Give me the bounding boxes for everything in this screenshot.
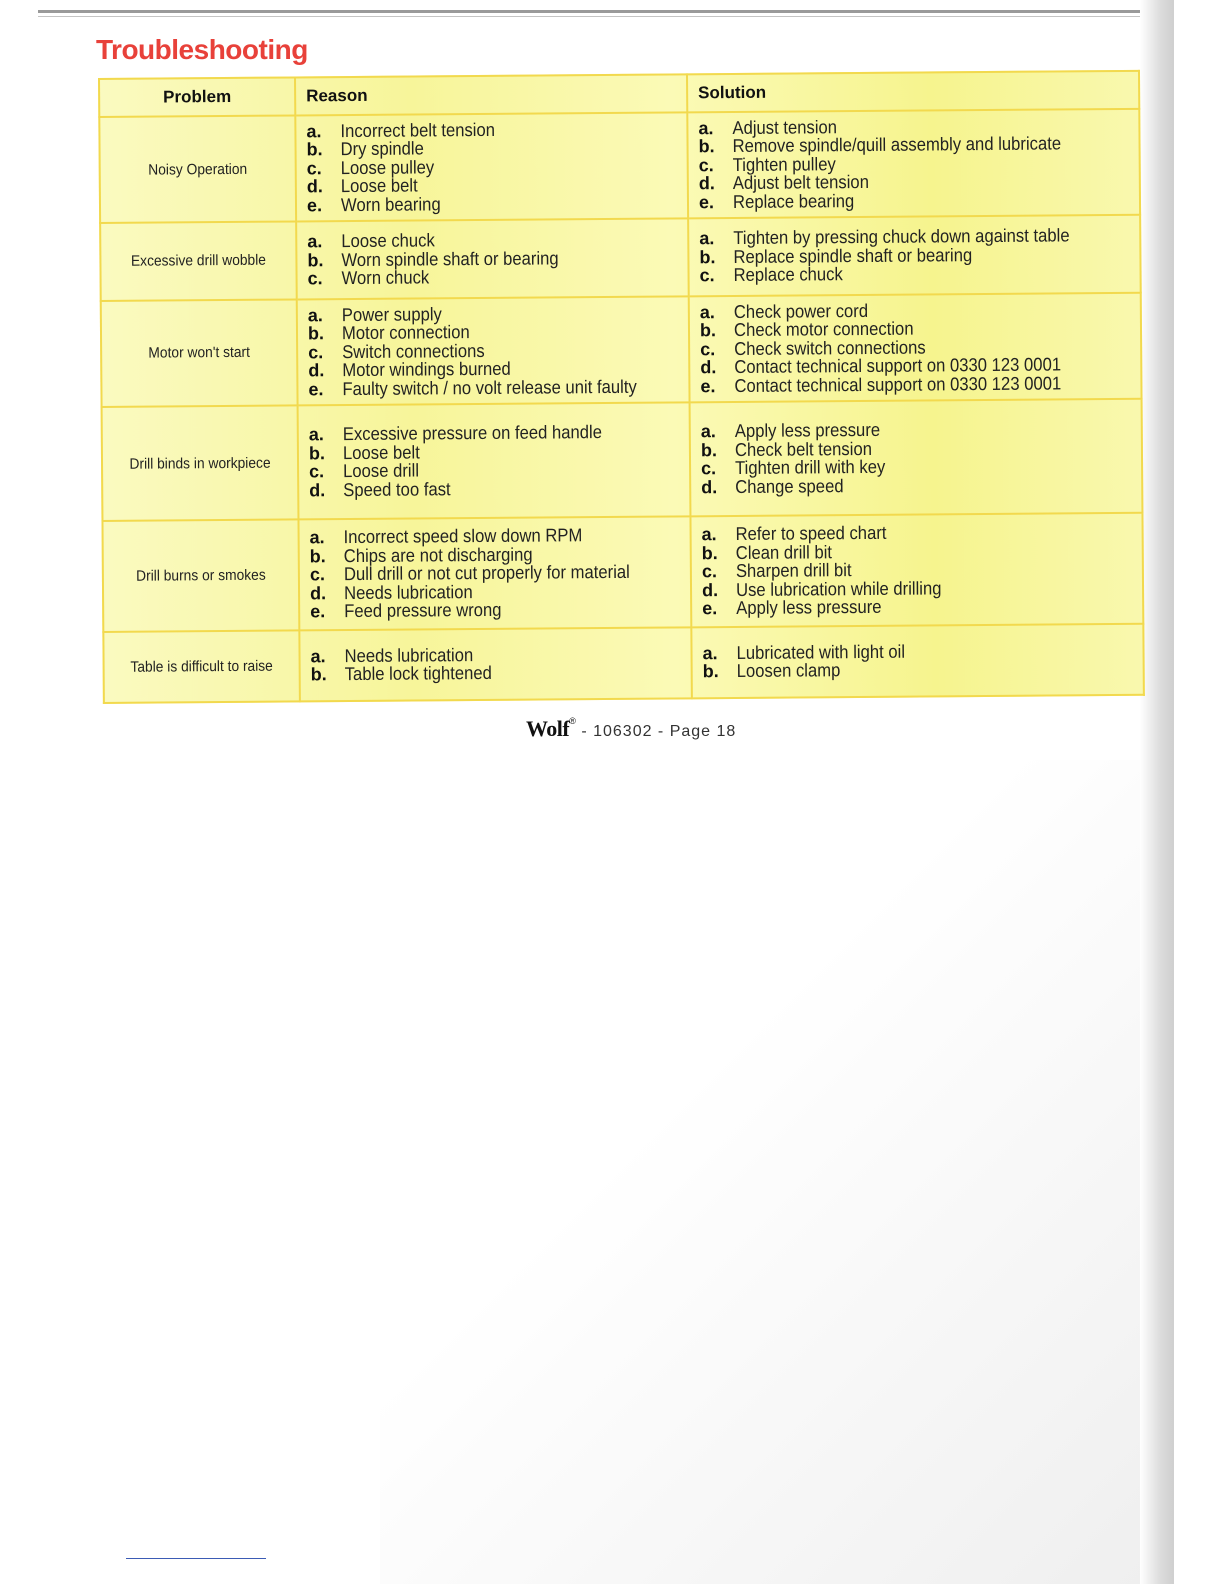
column-header-problem: Problem (99, 77, 295, 117)
reason-item-text: Loose belt (340, 174, 418, 197)
solution-item-letter: a. (700, 421, 716, 442)
reason-item-text: Speed too fast (343, 477, 451, 500)
solution-item-text: Sharpen drill bit (735, 559, 852, 582)
reason-cell (299, 627, 692, 702)
solution-item-text: Apply less pressure (734, 418, 881, 442)
reason-item-letter: c. (307, 268, 323, 289)
reason-list (307, 230, 677, 288)
table-row (99, 109, 1140, 223)
reason-item-text: Incorrect speed slow down RPM (343, 524, 583, 548)
reason-item (308, 267, 678, 288)
solution-item-letter: b. (701, 542, 718, 563)
reason-item-letter: e. (310, 601, 326, 622)
reason-list (309, 423, 680, 500)
solution-item-text: Replace bearing (732, 189, 855, 212)
solution-item-letter: a. (698, 117, 714, 139)
solution-list (698, 116, 1129, 212)
solution-item-letter: e. (702, 598, 718, 619)
reason-item-letter: a. (309, 527, 325, 548)
solution-item (703, 659, 1133, 681)
solution-item-letter: e. (700, 375, 716, 396)
reason-list (306, 119, 677, 214)
problem-cell: Drill binds in workpiece (109, 405, 290, 521)
problem-cell: Table is difficult to raise (111, 630, 292, 703)
solution-item-text: Tighten by pressing chuck down against table (733, 224, 1070, 249)
reason-cell (297, 296, 690, 405)
solution-item-text: Refer to speed chart (735, 521, 887, 545)
reason-item-letter: a. (307, 304, 323, 325)
solution-item-text: Check belt tension (734, 437, 872, 460)
reason-item-text: Loose chuck (341, 229, 435, 252)
reason-item-letter: c. (309, 564, 325, 585)
reason-item-text: Faulty switch / no volt release unit faulty (342, 375, 637, 399)
reason-item-letter: b. (307, 249, 324, 271)
solution-item-text: Lubricated with light oil (736, 640, 906, 663)
reason-item-letter: b. (307, 323, 325, 344)
reason-cell (296, 219, 689, 300)
reason-item-letter: a. (307, 231, 323, 252)
solution-item-text: Contact technical support on 0330 123 0001 (734, 372, 1062, 396)
reason-item-letter: d. (309, 582, 327, 603)
reason-item (310, 600, 680, 621)
page-gutter-shadow (1140, 0, 1174, 1584)
scan-edge-line-secondary (38, 16, 1148, 17)
reason-item-letter: e. (308, 378, 324, 399)
solution-item-text: Replace chuck (733, 263, 843, 286)
footnote-rule (126, 1558, 266, 1559)
reason-item-letter: d. (309, 479, 326, 500)
solution-list (701, 419, 1132, 496)
solution-item-letter: b. (699, 246, 716, 267)
solution-list (702, 641, 1132, 681)
scan-edge-line (38, 10, 1148, 13)
solution-item-text: Check motor connection (733, 317, 914, 341)
reason-item-text: Switch connections (342, 339, 485, 362)
solution-list (699, 226, 1129, 285)
reason-list (310, 644, 680, 684)
reason-item-text: Loose belt (342, 441, 420, 463)
solution-item-letter: d. (701, 579, 719, 600)
reason-item-text: Loose drill (343, 459, 420, 482)
reason-item-letter: c. (308, 341, 324, 362)
solution-item-letter: d. (698, 173, 715, 194)
reason-item-text: Dull drill or not cut properly for material (343, 560, 630, 585)
solution-item-text: Apply less pressure (736, 595, 882, 619)
solution-item-letter: d. (700, 357, 717, 378)
problem-cell: Motor won't start (109, 299, 290, 407)
solution-list (700, 299, 1131, 395)
problem-cell: Noisy Operation (107, 116, 288, 224)
reason-item-letter: e. (306, 195, 323, 216)
solution-item (701, 474, 1131, 496)
solution-item-letter: a. (699, 228, 715, 249)
solution-item-text: Use lubrication while drilling (735, 577, 942, 600)
reason-item-letter: a. (306, 121, 322, 142)
solution-item-letter: e. (698, 191, 715, 213)
table-row (101, 293, 1142, 407)
solution-item-text: Loosen clamp (736, 659, 841, 682)
solution-cell (688, 215, 1141, 296)
reason-item-text: Needs lubrication (343, 580, 473, 603)
reason-item-text: Excessive pressure on feed handle (342, 421, 603, 445)
reason-item-text: Loose pulley (340, 156, 435, 178)
registered-mark: ® (569, 716, 576, 726)
solution-item (699, 263, 1129, 285)
solution-cell (689, 293, 1142, 403)
solution-item-letter: c. (701, 561, 717, 582)
reason-item-text: Incorrect belt tension (340, 118, 496, 141)
page-title: Troubleshooting (96, 34, 308, 65)
reason-item-text: Power supply (341, 302, 442, 325)
reason-item-text: Feed pressure wrong (344, 598, 502, 622)
solution-cell (690, 399, 1143, 517)
solution-item-text: Adjust belt tension (732, 171, 869, 194)
reason-item-letter: b. (308, 442, 326, 463)
solution-cell (687, 109, 1140, 219)
table-row (102, 513, 1143, 631)
reason-item-text: Worn spindle shaft or bearing (341, 247, 559, 270)
solution-item-letter: d. (701, 476, 718, 497)
table-body (99, 109, 1144, 703)
solution-item-text: Tighten drill with key (734, 455, 886, 479)
problem-cell: Drill burns or smokes (110, 520, 291, 632)
solution-item-letter: c. (698, 154, 714, 176)
page-footer (526, 716, 736, 742)
solution-cell (690, 513, 1143, 627)
reason-item-letter: d. (308, 360, 325, 381)
reason-item-text: Worn chuck (341, 266, 430, 289)
solution-item-text: Change speed (735, 474, 844, 497)
solution-item (702, 596, 1132, 618)
column-header-solution: Solution (687, 71, 1139, 113)
solution-item (700, 373, 1130, 395)
table-row (103, 623, 1144, 703)
solution-item-letter: a. (702, 642, 718, 664)
reason-item-letter: a. (308, 424, 324, 445)
solution-item-text: Check power cord (733, 299, 869, 322)
solution-item-text: Replace spindle shaft or bearing (733, 243, 973, 267)
reason-item-text: Motor windings burned (342, 357, 511, 381)
reason-item-letter: b. (306, 139, 323, 160)
solution-item-text: Contact technical support on 0330 123 0001 (734, 353, 1062, 378)
page-number-text: - 106302 - Page 18 (575, 723, 737, 740)
brand-logo: Wolf (526, 716, 570, 741)
reason-cell (298, 517, 691, 630)
reason-cell (295, 112, 688, 221)
solution-item-letter: c. (699, 265, 715, 286)
solution-item (699, 190, 1129, 212)
solution-item-text: Clean drill bit (735, 540, 833, 563)
solution-item-letter: b. (698, 136, 715, 157)
reason-item-text: Table lock tightened (344, 662, 492, 685)
reason-item-letter: d. (306, 176, 323, 197)
reason-item-letter: c. (306, 158, 322, 179)
solution-item-letter: a. (701, 524, 717, 545)
solution-item-text: Check switch connections (734, 336, 926, 359)
solution-item-letter: c. (700, 338, 716, 359)
reason-item-letter: b. (309, 545, 326, 566)
reason-list (308, 303, 679, 398)
reason-item (307, 193, 677, 214)
reason-cell (298, 402, 691, 519)
solution-cell (691, 623, 1144, 698)
troubleshooting-table (98, 70, 1145, 704)
reason-item-text: Motor connection (341, 321, 470, 344)
scan-shadow (380, 760, 1140, 1584)
reason-item (308, 377, 678, 398)
reason-item-letter: b. (310, 664, 327, 685)
reason-item-text: Chips are not discharging (343, 543, 533, 566)
reason-item (309, 478, 679, 499)
page-margin (1174, 0, 1224, 1584)
reason-item-text: Worn bearing (340, 193, 441, 215)
solution-item-letter: a. (699, 301, 715, 322)
reason-item-text: Needs lubrication (344, 643, 474, 666)
reason-item-letter: c. (309, 461, 325, 482)
troubleshooting-table-wrapper (98, 70, 1143, 704)
solution-item-text: Remove spindle/quill assembly and lubricate (732, 132, 1062, 157)
solution-item-letter: c. (701, 458, 717, 479)
reason-item-letter: a. (310, 645, 326, 667)
reason-item (311, 663, 681, 684)
reason-list (310, 526, 681, 621)
problem-cell: Excessive drill wobble (108, 222, 289, 301)
reason-item-text: Dry spindle (340, 137, 424, 160)
solution-item-letter: b. (702, 661, 719, 682)
column-header-reason: Reason (295, 74, 687, 115)
solution-item-text: Tighten pulley (732, 153, 836, 175)
table-row (102, 399, 1143, 521)
solution-item-letter: b. (700, 439, 718, 460)
solution-item-letter: b. (699, 320, 717, 341)
table-row (100, 215, 1141, 301)
solution-item-text: Adjust tension (732, 116, 838, 138)
solution-list (702, 522, 1133, 618)
